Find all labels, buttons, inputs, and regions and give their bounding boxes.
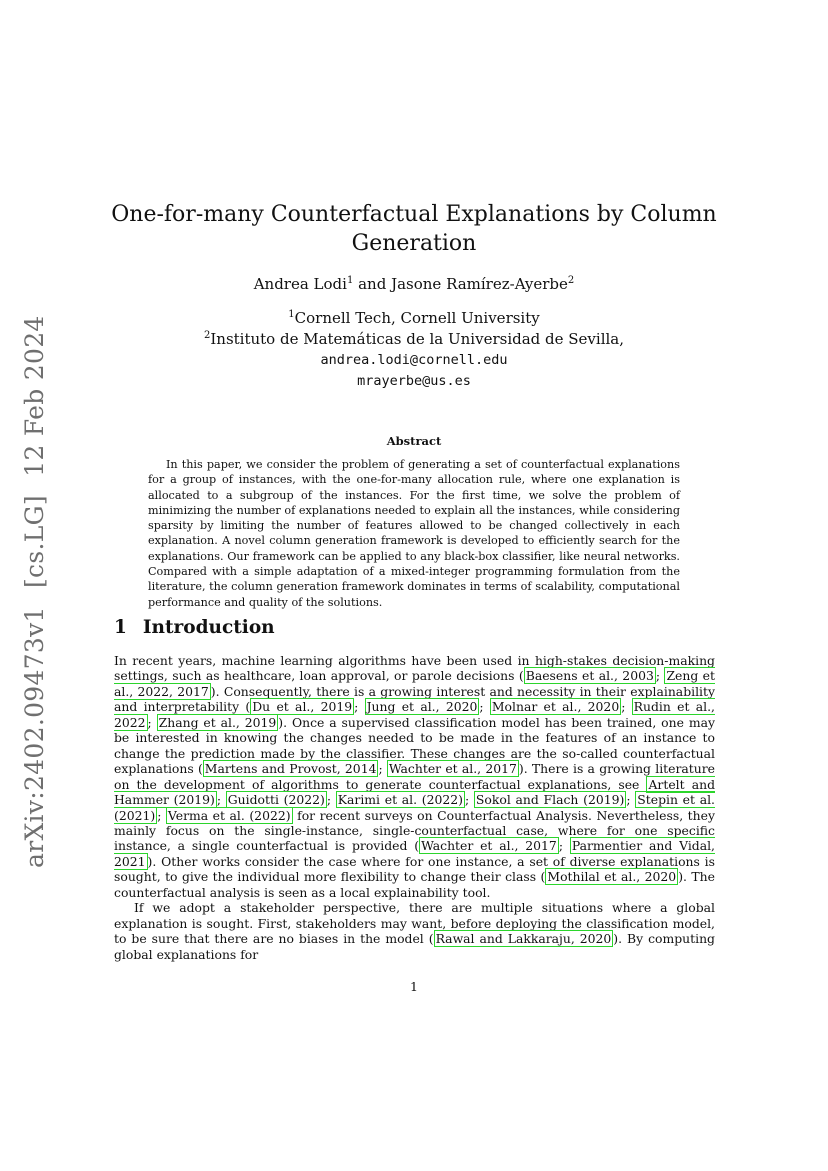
body-text: If we adopt a stakeholder perspective, there are multiple situations where a global explanation is sought. First, stakeholders may want, before deploying the classification model, to be sure that there are no biases in the model (	[114, 900, 715, 947]
citation-link[interactable]: Molnar et al., 2020	[491, 699, 620, 715]
body-text: ). Other works consider the case where for one instance, a set of diverse explanations is sought, to give the individual more flexibility to change their class (	[114, 853, 715, 885]
citation-link[interactable]: Zhang et al., 2019	[158, 714, 277, 730]
section-heading	[114, 617, 275, 638]
citation-link[interactable]: Verma et al. (2022)	[167, 807, 291, 823]
affiliation-2-mark: 2	[203, 330, 211, 341]
body-text: In recent years, machine learning algorithms have been used in high-stakes decision-making settings, such as healthcare, loan approval, or parole decisions (	[114, 653, 715, 684]
page-number: 1	[410, 979, 418, 994]
body-text: ;	[655, 668, 665, 684]
intro-paragraph-1	[114, 653, 715, 900]
body-text: ;	[558, 838, 570, 854]
body-text: ;	[147, 714, 157, 730]
email-1[interactable]: andrea.lodi@cornell.edu	[320, 352, 508, 368]
author-2-affil-mark: 2	[567, 275, 575, 286]
body-text: ). Once a supervised classification model has been trained, one may be interested in knowing the changes needed to be made in the features of an instance to change the prediction made by the classifier. These changes are the so-called counterfactual explanations (	[114, 714, 715, 777]
arxiv-category: [cs.LG]	[20, 495, 49, 589]
citation-link[interactable]: Mothilal et al., 2020	[547, 869, 677, 885]
citation-link[interactable]: Guidotti (2022)	[227, 792, 325, 808]
body-text: ). The counterfactual analysis is seen as a local explainability tool.	[114, 869, 715, 900]
paper-title: One-for-many Counterfactual Explanations by Column Generation	[111, 202, 717, 256]
citation-link[interactable]: Du et al., 2019	[252, 699, 353, 715]
affiliation-1	[100, 308, 728, 329]
body-text: ). There is a growing literature on the development of algorithms to generate counterfactual explanations, see	[114, 761, 715, 792]
body-text: ). By computing global explanations for	[114, 931, 715, 962]
author-line	[100, 275, 728, 293]
citation-link[interactable]: Zeng et al., 2022, 2017	[114, 668, 715, 699]
body-text: ;	[326, 792, 336, 808]
citation-link[interactable]: Wachter et al., 2017	[388, 761, 517, 777]
citation-link[interactable]: Stepin et al. (2021)	[114, 792, 715, 823]
author-2: Jasone Ramírez-Ayerbe	[391, 275, 568, 293]
citation-link[interactable]: Jung et al., 2020	[366, 699, 478, 715]
body-text: ;	[354, 699, 365, 715]
body-text: ;	[216, 792, 226, 808]
body-text: ;	[479, 699, 490, 715]
body-text: ;	[626, 792, 636, 808]
affiliation-1-text: Cornell Tech, Cornell University	[294, 309, 540, 327]
affiliations	[100, 308, 728, 392]
arxiv-date: 12 Feb 2024	[20, 315, 49, 477]
affiliation-2-text: Instituto de Matemáticas de la Universidad de Sevilla,	[210, 330, 625, 348]
intro-paragraph-2	[114, 900, 715, 962]
email-2[interactable]: mrayerbe@us.es	[357, 373, 471, 389]
citation-link[interactable]: Martens and Provost, 2014	[204, 761, 377, 777]
citation-link[interactable]: Rudin et al., 2022	[114, 699, 715, 730]
affiliation-1-mark: 1	[288, 309, 295, 320]
citation-link[interactable]: Parmentier and Vidal, 2021	[114, 838, 715, 869]
abstract-text: In this paper, we consider the problem of generating a set of counterfactual explanations for a group of instances, with the one-for-many allocation rule, where one explanation is allocated to a subgroup of the instances. For the first time, we solve the problem of minimizing the number of explanations needed to explain all the instances, while considering sparsity by limiting the number of features allowed to be changed collectively in each explanation. A novel column generation framework is developed to efficiently search for the explanations. Our framework can be applied to any black-box classifier, like neural networks. Compared with a simple adaptation of a mixed-integer programming formulation from the literature, the column generation framework dominates in terms of scalability, computational performance and quality of the solutions.	[148, 458, 680, 609]
citation-link[interactable]: Karimi et al. (2022)	[337, 792, 464, 808]
body-text: ;	[621, 699, 632, 715]
citation-link[interactable]: Baesens et al., 2003	[525, 668, 654, 684]
introduction-body	[114, 653, 715, 962]
body-text: ;	[465, 792, 474, 808]
arxiv-id[interactable]: arXiv:2402.09473v1	[20, 606, 49, 868]
citation-link[interactable]: Sokol and Flach (2019)	[475, 792, 625, 808]
body-text: ;	[157, 807, 166, 823]
citation-link[interactable]: Rawal and Lakkaraju, 2020	[435, 931, 612, 947]
body-text: ). Consequently, there is a growing interest and necessity in their explainability and interpretability (	[114, 683, 715, 715]
section-number: 1	[114, 617, 127, 638]
section-title: Introduction	[142, 617, 275, 638]
affiliation-2	[100, 329, 728, 350]
author-1-affil-mark: 1	[346, 275, 354, 286]
citation-link[interactable]: Wachter et al., 2017	[421, 838, 557, 854]
abstract-heading: Abstract	[386, 434, 442, 448]
author-join: and	[353, 275, 392, 293]
author-1: Andrea Lodi	[253, 275, 347, 293]
citation-link[interactable]: Artelt and Hammer (2019)	[114, 776, 715, 808]
body-text: ;	[378, 761, 387, 777]
body-text: for recent surveys on Counterfactual Analysis. Nevertheless, they mainly focus on the single-instance, single-counterfactual case, where for one specific instance, a single counterfactual is provided (	[114, 807, 715, 854]
